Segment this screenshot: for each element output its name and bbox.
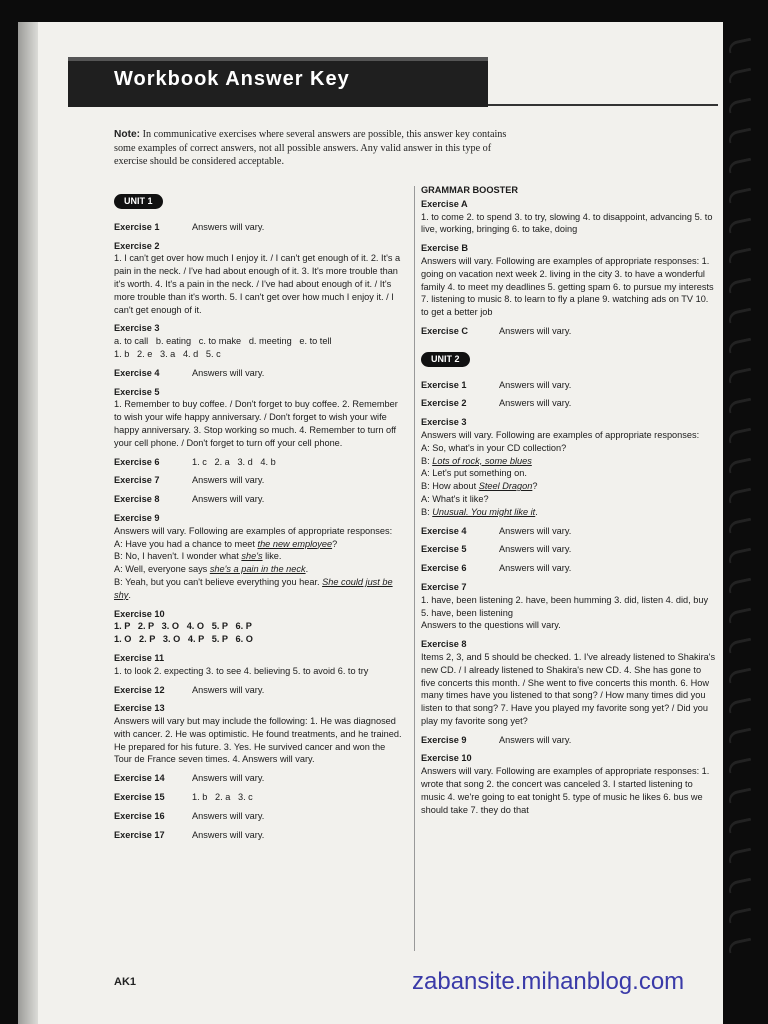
header-top-stripe: [68, 57, 488, 61]
exercise-4: [421, 525, 716, 538]
exercise-answer: Answers will vary. Following are examples of appropriate responses: 1. going on vacation next week 2. living in the city 3. to have a wonderful family 4. to meet my deadlines 5. getting spam 6. to pursue my interests 7. listening to music 8. to learn to fly a plane 9. watching ads on TV 10. to get a better job: [421, 255, 714, 318]
page-number: AK1: [114, 976, 137, 988]
exercise-answer: Answers will vary.: [192, 221, 265, 232]
spiral-ring: [727, 728, 753, 744]
dialogue-line: A: What's it like?: [421, 493, 489, 504]
exercise-answer: Answers will vary.: [499, 525, 572, 536]
exercise-14: [114, 772, 404, 785]
spiral-ring: [727, 158, 753, 174]
exercise-16: [114, 810, 404, 823]
dialogue-line: [421, 506, 716, 519]
dialogue-text: ?: [532, 481, 538, 492]
dialogue-answer: Steel Dragon: [478, 481, 533, 492]
spiral-ring: [727, 188, 753, 204]
dialogue-text: .: [535, 506, 538, 517]
exercise-6: [114, 456, 404, 469]
exercise-label: Exercise 17: [114, 829, 165, 840]
spiral-ring: [727, 338, 753, 354]
spiral-ring: [727, 518, 753, 534]
spiral-ring: [727, 548, 753, 564]
dialogue-answer: Unusual. You might like it: [432, 506, 536, 517]
exercise-answer: Answers will vary but may include the following: 1. He was diagnosed with cancer. 2. He was optimistic. He found treatments, and he trained. He prepared for his future. 3. Yes. He survived cancer and won the Tour de France seven times. 4. Answers will vary.: [114, 716, 402, 765]
dialogue-answer: she's a pain in the neck: [209, 564, 306, 575]
exercise-answer-line: 1. O 2. P 3. O 4. P 5. P 6. O: [114, 634, 253, 645]
unit-2-badge: UNIT 2: [421, 352, 470, 367]
exercise-answer: Answers will vary.: [192, 829, 265, 840]
exercise-answer: Answers will vary.: [499, 734, 572, 745]
exercise-4: [114, 367, 404, 380]
exercise-answer: Answers will vary.: [192, 773, 265, 784]
exercise-label: Exercise C: [421, 325, 468, 336]
dialogue-line: [114, 576, 404, 602]
dialogue-text: B: How about: [421, 481, 479, 492]
dialogue-answer: Lots of rock, some blues: [432, 455, 532, 466]
exercise-15: [114, 791, 404, 804]
spiral-ring: [727, 98, 753, 114]
exercise-answer: Answers will vary. Following are examples of appropriate responses: 1. wrote that song 2. the concert was canceled 3. I started listening to music 4. we're going to eat tonight 5. type of music he likes 6. bus we should take 7. they do that: [421, 766, 710, 815]
spiral-ring: [727, 848, 753, 864]
exercise-intro: Answers will vary. Following are examples of appropriate responses:: [114, 525, 393, 536]
right-column: [421, 184, 716, 816]
left-column: [114, 190, 404, 841]
spiral-ring: [727, 788, 753, 804]
exercise-label: Exercise 11: [114, 652, 165, 663]
exercise-label: Exercise 1: [421, 379, 467, 390]
exercise-answer: Answers will vary.: [192, 810, 265, 821]
dialogue-text: A: Well, everyone says: [114, 564, 210, 575]
exercise-label: Exercise 5: [421, 544, 467, 555]
dialogue-text: B:: [421, 455, 433, 466]
spiral-ring: [727, 488, 753, 504]
exercise-9: [421, 734, 716, 747]
spiral-ring: [727, 878, 753, 894]
dialogue-text: .: [305, 564, 309, 575]
exercise-answer-extra: Answers to the questions will vary.: [421, 620, 561, 631]
exercise-label: Exercise 1: [114, 221, 160, 232]
dialogue-line: [114, 550, 404, 563]
exercise-1: [421, 379, 716, 392]
exercise-answer-line: 1. P 2. P 3. O 4. O 5. P 6. P: [114, 621, 252, 632]
spiral-ring: [727, 248, 753, 264]
exercise-label: Exercise A: [421, 198, 468, 209]
dialogue-answer: She could just be shy: [114, 576, 393, 600]
exercise-answer: Items 2, 3, and 5 should be checked. 1. I've already listened to Shakira's new CD. / I already listened to Shakira's new CD. 4. She has gone to five concerts this month. / She went to five concerts this month. 6. How many times have you listened to that song? / How many times did you listen to that song? 7. Have you played my favorite song yet? / Did you play my favorite song yet?: [421, 651, 716, 726]
exercise-answer: 1. have, been listening 2. have, been humming 3. did, listen 4. did, buy 5. have, been listening: [421, 594, 709, 618]
exercise-label: Exercise 15: [114, 792, 165, 803]
exercise-label: Exercise 2: [114, 240, 160, 251]
exercise-answer: 1. b 2. a 3. c: [192, 792, 253, 803]
dialogue-line: [421, 455, 716, 468]
exercise-label: Exercise 8: [114, 494, 160, 505]
exercise-label: Exercise 9: [114, 512, 160, 523]
dialogue-text: like.: [262, 551, 282, 562]
spiral-ring: [727, 578, 753, 594]
dialogue-line: A: Let's put something on.: [421, 468, 527, 479]
grammar-booster-title: GRAMMAR BOOSTER: [421, 185, 518, 195]
exercise-answer: Answers will vary.: [499, 325, 572, 336]
unit-1-badge: UNIT 1: [114, 194, 163, 209]
exercise-label: Exercise 14: [114, 773, 165, 784]
exercise-intro: Answers will vary. Following are examples of appropriate responses:: [421, 429, 700, 440]
exercise-6: [421, 562, 716, 575]
dialogue-line: A: So, what's in your CD collection?: [421, 442, 567, 453]
page-title: Workbook Answer Key: [114, 68, 350, 90]
exercise-label: Exercise 13: [114, 703, 165, 714]
exercise-answer: 1. c 2. a 3. d 4. b: [192, 456, 276, 467]
dialogue-text: .: [128, 589, 131, 600]
exercise-label: Exercise 7: [421, 581, 467, 592]
column-divider: [414, 186, 415, 951]
exercise-label: Exercise 12: [114, 684, 165, 695]
note-paragraph: [114, 128, 524, 169]
spiral-ring: [727, 398, 753, 414]
note-text: In communicative exercises where several answers are possible, this answer key contains some examples of correct answers, not all possible answers. Any valid answer in this type of exercise should be considered acceptable.: [114, 129, 507, 167]
spiral-ring: [727, 608, 753, 624]
exercise-answer: Answers will vary.: [192, 684, 265, 695]
dialogue-line: [114, 538, 404, 551]
spiral-ring: [727, 218, 753, 234]
exercise-2: [421, 397, 716, 410]
spiral-ring: [727, 818, 753, 834]
exercise-label: Exercise 4: [421, 525, 467, 536]
exercise-17: [114, 829, 404, 842]
spiral-ring: [727, 68, 753, 84]
dialogue-text: B: No, I haven't. I wonder what: [114, 551, 242, 562]
dialogue-answer: she's: [241, 551, 263, 562]
spiral-ring: [727, 758, 753, 774]
exercise-label: Exercise 7: [114, 475, 160, 486]
exercise-8: [114, 493, 404, 506]
exercise-label: Exercise 3: [114, 323, 160, 334]
exercise-answer: Answers will vary.: [192, 367, 265, 378]
exercise-label: Exercise 10: [421, 753, 472, 764]
dialogue-answer: the new employee: [257, 538, 333, 549]
exercise-answer: Answers will vary.: [499, 544, 572, 555]
exercise-answer: 1. I can't get over how much I enjoy it. / I can't get enough of it. 2. It's a pain in the neck. / I've had about enough of it. 3. It's more trouble than it's worth. 4. It's a pain in the neck. / I've had about enough of it. / It's more trouble than it's worth. 5. I can't get over how much I enjoy it. / I can't get enough of it.: [114, 253, 401, 315]
spiral-ring: [727, 938, 753, 954]
exercise-answer: Answers will vary.: [192, 475, 265, 486]
exercise-label: Exercise 2: [421, 398, 467, 409]
exercise-answer-line: 1. b 2. e 3. a 4. d 5. c: [114, 348, 221, 359]
exercise-label: Exercise 10: [114, 608, 165, 619]
exercise-7: [114, 474, 404, 487]
spiral-ring: [727, 128, 753, 144]
exercise-answer: 1. Remember to buy coffee. / Don't forget to buy coffee. 2. Remember to wish your wife happy anniversary. / Don't forget to wish your wife happy anniversary. 3. Stop working so much. 4. Remember to turn off your cell phone. / Don't forget to turn off your cell phone.: [114, 399, 398, 448]
header-rule: [488, 104, 718, 106]
exercise-5: [421, 543, 716, 556]
exercise-label: Exercise 5: [114, 386, 160, 397]
dialogue-text: A: Have you had a chance to meet: [114, 538, 258, 549]
exercise-label: Exercise B: [421, 243, 468, 254]
exercise-1: [114, 221, 404, 234]
dialogue-line: [421, 480, 716, 493]
exercise-12: [114, 684, 404, 697]
exercise-answer: Answers will vary.: [192, 494, 265, 505]
exercise-c: [421, 325, 716, 338]
exercise-answer: Answers will vary.: [499, 398, 572, 409]
spiral-ring: [727, 308, 753, 324]
spiral-ring: [727, 458, 753, 474]
spiral-ring: [727, 368, 753, 384]
exercise-answer: 1. to look 2. expecting 3. to see 4. believing 5. to avoid 6. to try: [114, 665, 369, 676]
spiral-ring: [727, 278, 753, 294]
exercise-label: Exercise 8: [421, 639, 467, 650]
note-label: Note:: [114, 129, 141, 140]
exercise-label: Exercise 6: [114, 456, 160, 467]
exercise-label: Exercise 16: [114, 810, 165, 821]
watermark-text: zabansite.mihanblog.com: [412, 968, 685, 995]
spiral-ring: [727, 698, 753, 714]
exercise-answer: Answers will vary.: [499, 563, 572, 574]
exercise-label: Exercise 9: [421, 734, 467, 745]
page-spine-shadow: [18, 22, 38, 1024]
exercise-label: Exercise 4: [114, 367, 160, 378]
exercise-label: Exercise 3: [421, 417, 467, 428]
exercise-label: Exercise 6: [421, 563, 467, 574]
dialogue-text: ?: [332, 538, 338, 549]
spiral-ring: [727, 908, 753, 924]
spiral-ring: [727, 668, 753, 684]
dialogue-text: B:: [421, 506, 433, 517]
exercise-answer: Answers will vary.: [499, 379, 572, 390]
exercise-answer: 1. to come 2. to spend 3. to try, slowing 4. to disappoint, advancing 5. to live, working, bringing 6. to take, doing: [421, 211, 713, 235]
dialogue-text: B: Yeah, but you can't believe everything you hear.: [114, 576, 323, 587]
exercise-answer-line: a. to call b. eating c. to make d. meeting e. to tell: [114, 336, 332, 347]
spiral-ring: [727, 428, 753, 444]
spiral-ring: [727, 38, 753, 54]
spiral-ring: [727, 638, 753, 654]
dialogue-line: [114, 563, 404, 576]
